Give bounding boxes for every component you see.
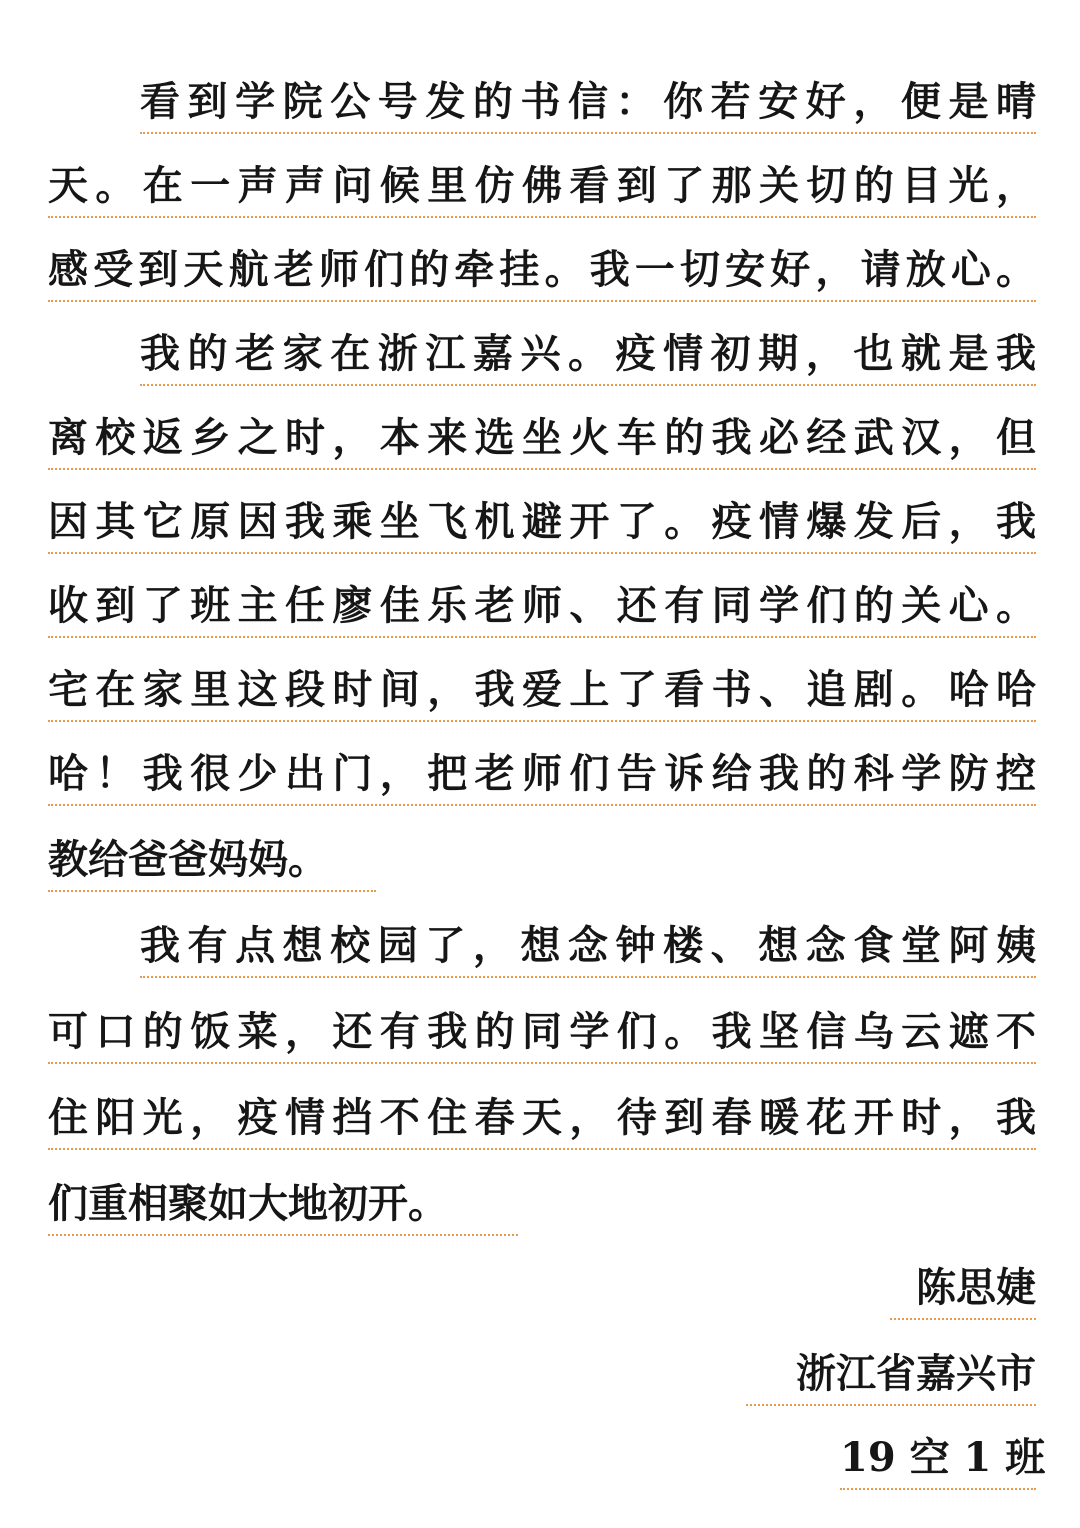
letter-line [48,748,1036,806]
letter-line [48,1006,1036,1064]
letter-line [48,1178,518,1236]
letter-line [140,920,1036,978]
signature-name-text: 陈思婕 [916,1264,1036,1311]
letter-line [48,1092,1036,1150]
signature-class [840,1432,1046,1490]
letter-line [48,496,1036,554]
letter-line-text: 住阳光，疫情挡不住春天，待到春暖花开时，我 [48,1094,1036,1141]
signature-location-text: 浙江省嘉兴市 [796,1350,1036,1397]
letter-line-text: 离校返乡之时，本来选坐火车的我必经武汉，但 [48,414,1036,461]
letter-line-text: 们重相聚如大地初开。 [48,1180,448,1227]
letter-line [48,834,376,892]
letter-line-text: 天。在一声声问候里仿佛看到了那关切的目光， [48,162,1036,209]
letter-line [48,580,1036,638]
letter-line-text: 宅在家里这段时间，我爱上了看书、追剧。哈哈 [48,666,1036,713]
letter-line-text: 因其它原因我乘坐飞机避开了。疫情爆发后，我 [48,498,1036,545]
letter-line [48,664,1036,722]
letter-line [48,244,1036,302]
letter-line-text: 我的老家在浙江嘉兴。疫情初期，也就是我 [140,330,1036,377]
letter-line-text: 哈！我很少出门，把老师们告诉给我的科学防控 [48,750,1036,797]
signature-class-text: 19 空 1 班 [840,1434,1046,1481]
letter-line-text: 我有点想校园了，想念钟楼、想念食堂阿姨 [140,922,1036,969]
letter-line [48,160,1036,218]
signature-name [890,1262,1036,1320]
letter-line [140,328,1036,386]
letter-line-text: 看到学院公号发的书信：你若安好，便是晴 [140,78,1036,125]
letter-line-text: 教给爸爸妈妈。 [48,836,328,883]
letter-line-text: 可口的饭菜，还有我的同学们。我坚信乌云遮不 [48,1008,1036,1055]
letter-line-text: 收到了班主任廖佳乐老师、还有同学们的关心。 [48,582,1036,629]
signature-location [746,1348,1036,1406]
letter-line [48,412,1036,470]
letter-line [140,76,1036,134]
letter-line-text: 感受到天航老师们的牵挂。我一切安好，请放心。 [48,246,1036,293]
